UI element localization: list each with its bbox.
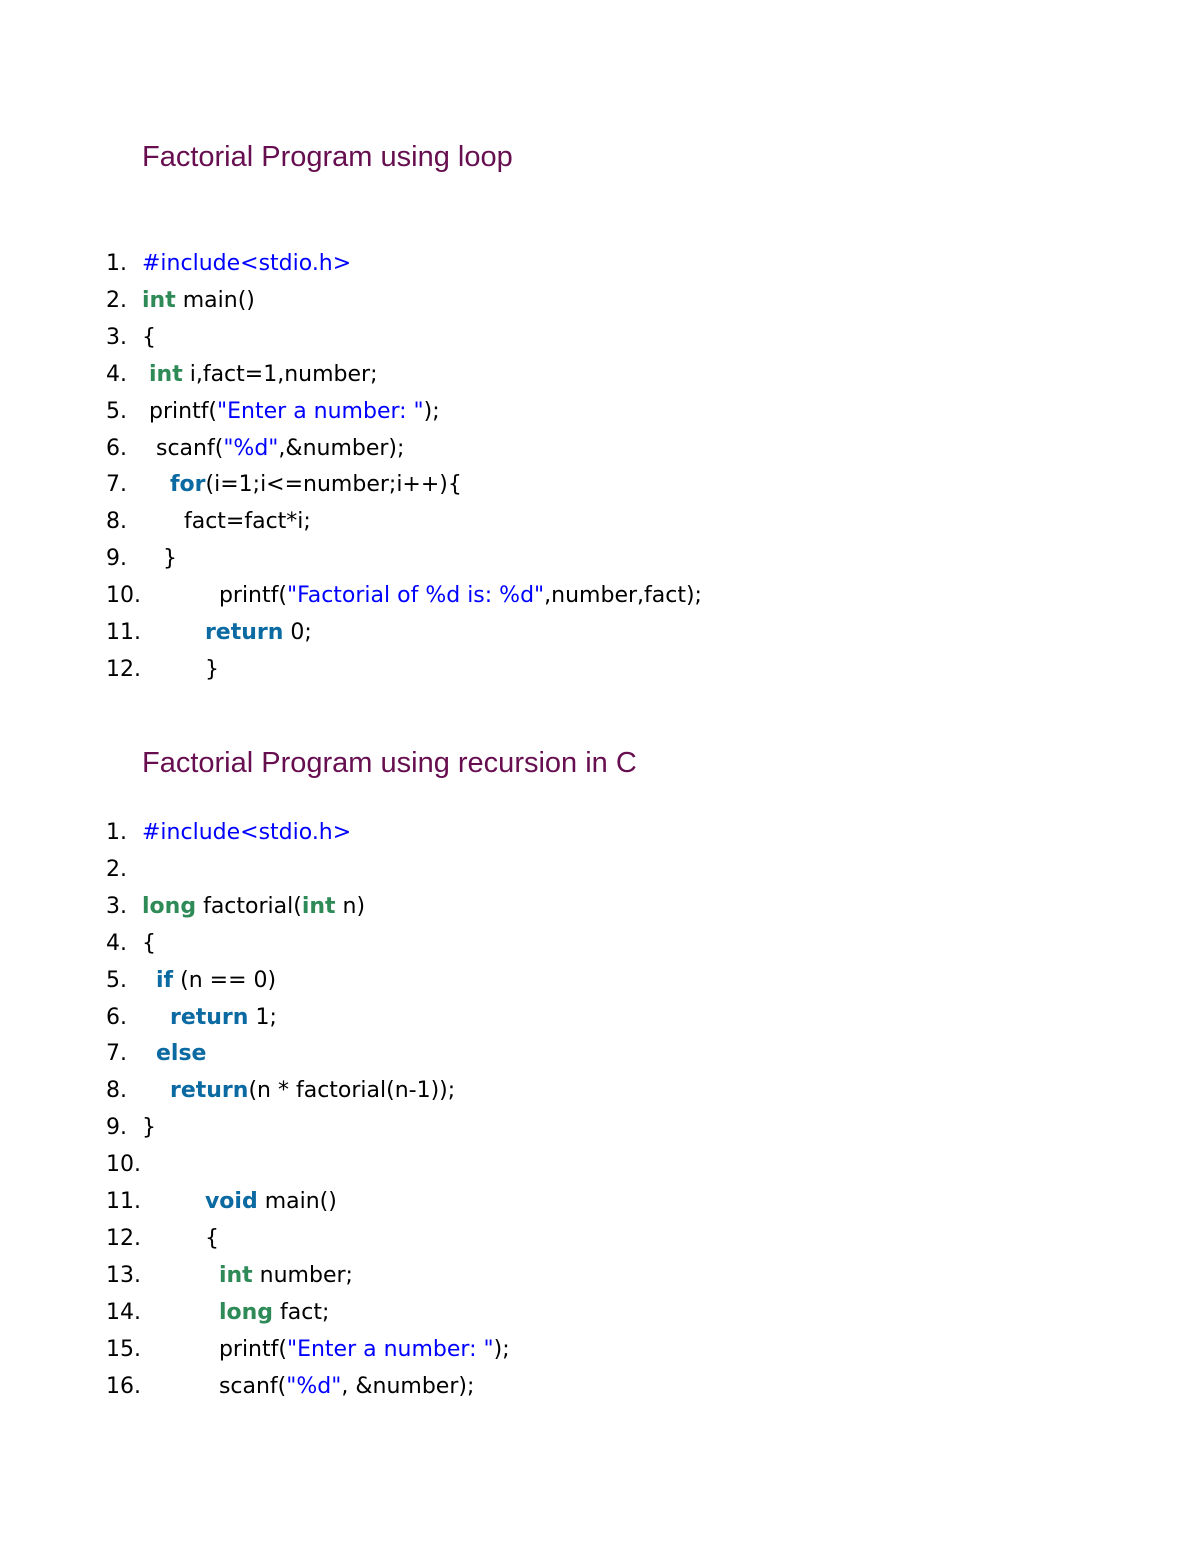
code-kw-ctrl: for [169, 472, 206, 498]
code-indent [142, 1005, 170, 1030]
code-pre: #include<stdio.h> [142, 820, 352, 845]
code-line [106, 504, 311, 540]
code-indent [142, 1078, 170, 1103]
line-number: 6. [106, 435, 127, 461]
code-pre: #include<stdio.h> [142, 251, 352, 276]
line-number: 2. [106, 287, 127, 313]
code-text: (n == 0) [173, 967, 277, 993]
code-line [106, 320, 156, 356]
line-number: 1. [106, 820, 127, 845]
code-indent [142, 399, 149, 424]
code-text: { [204, 1225, 219, 1251]
code-kw-type: int [149, 361, 183, 387]
line-number: 3. [106, 324, 127, 350]
code-indent [142, 472, 170, 497]
line-number: 9. [106, 1115, 127, 1141]
code-text: number; [252, 1262, 353, 1288]
code-str: "Enter a number: " [286, 1336, 494, 1362]
code-text: (n * factorial(n-1)); [248, 1078, 456, 1104]
line-number: 2. [106, 856, 127, 882]
code-line [106, 357, 377, 393]
line-number: 7. [106, 472, 127, 498]
code-line [106, 1258, 353, 1294]
code-line [106, 815, 351, 851]
code-str: "%d" [223, 435, 279, 461]
line-number: 16. [106, 1373, 141, 1399]
code-text: (i=1;i<=number;i++){ [205, 472, 462, 498]
code-kw-type: int [142, 287, 176, 313]
line-number: 8. [106, 1078, 127, 1104]
code-str: "Factorial of %d is: %d" [286, 583, 545, 609]
line-number: 4. [106, 930, 127, 956]
code-line [106, 283, 255, 319]
line-number: 11. [106, 1189, 141, 1214]
code-line [106, 1369, 474, 1405]
code-line [106, 467, 462, 503]
code-indent [142, 1300, 219, 1325]
code-text: 1; [248, 1004, 277, 1030]
line-number: 9. [106, 546, 127, 572]
line-number: 1. [106, 251, 127, 276]
code-line [106, 1036, 206, 1072]
code-line [106, 1221, 219, 1257]
line-number: 11. [106, 620, 141, 645]
code-kw-ctrl: void [204, 1189, 258, 1214]
code-text: ,number,fact); [544, 583, 702, 609]
code-text: } [162, 546, 177, 572]
line-number: 12. [106, 1225, 141, 1251]
code-line [106, 1184, 337, 1220]
code-line [106, 1073, 455, 1109]
code-indent [142, 1226, 205, 1251]
line-number: 3. [106, 893, 127, 919]
code-line [106, 963, 276, 999]
code-text: scanf( [156, 435, 224, 461]
code-text: printf( [218, 583, 287, 609]
code-line [106, 652, 219, 688]
code-line [106, 541, 177, 577]
line-number: 5. [106, 398, 127, 424]
code-indent [142, 546, 163, 571]
code-line [106, 615, 312, 651]
code-line [106, 578, 702, 614]
line-number: 15. [106, 1336, 141, 1362]
line-number: 13. [106, 1262, 141, 1288]
code-kw-ctrl: else [156, 1041, 207, 1067]
code-kw-ctrl: return [204, 620, 284, 645]
code-kw-type: int [218, 1262, 253, 1288]
code-text: , &number); [341, 1373, 475, 1399]
line-number: 12. [106, 656, 141, 682]
code-line [106, 1110, 156, 1146]
code-indent [142, 1041, 156, 1066]
section-heading-recursion: Factorial Program using recursion in C [142, 747, 637, 779]
code-indent [142, 436, 156, 461]
code-kw-type: int [301, 893, 336, 919]
code-text: { [142, 324, 156, 350]
code-indent [142, 968, 156, 993]
code-line [106, 852, 142, 888]
code-text: scanf( [218, 1373, 287, 1399]
line-number: 8. [106, 509, 127, 535]
code-text: printf( [218, 1336, 287, 1362]
code-line [106, 1147, 142, 1183]
code-text: main() [175, 287, 255, 313]
line-number: 14. [106, 1299, 141, 1325]
code-line [106, 889, 365, 925]
code-line [106, 246, 351, 282]
code-text: { [142, 930, 156, 956]
section-heading-loop: Factorial Program using loop [142, 141, 513, 173]
line-number: 10. [106, 583, 141, 609]
code-text: n) [335, 893, 366, 919]
code-kw-ctrl: if [156, 967, 174, 993]
code-kw-type: long [218, 1299, 274, 1325]
code-text: ); [493, 1336, 510, 1362]
code-text: } [204, 656, 219, 682]
code-line [106, 1332, 510, 1368]
code-text: main() [257, 1189, 337, 1214]
code-indent [142, 583, 219, 608]
code-line [106, 926, 156, 962]
code-indent [142, 509, 184, 534]
code-line [106, 1000, 277, 1036]
code-indent [142, 1263, 219, 1288]
code-line [106, 1295, 329, 1331]
line-number: 10. [106, 1152, 141, 1178]
code-indent [142, 657, 205, 682]
line-number: 6. [106, 1004, 127, 1030]
code-text: fact; [273, 1299, 330, 1325]
code-text: printf( [149, 398, 218, 424]
code-text: } [142, 1115, 156, 1141]
code-indent [142, 1189, 205, 1214]
code-indent [142, 362, 149, 387]
code-text: ); [423, 398, 440, 424]
line-number: 7. [106, 1041, 127, 1067]
code-text: ,&number); [278, 435, 405, 461]
code-kw-ctrl: return [169, 1004, 249, 1030]
code-kw-type: long [142, 893, 197, 919]
code-kw-ctrl: return [169, 1078, 249, 1104]
code-indent [142, 1337, 219, 1362]
code-str: "Enter a number: " [217, 398, 424, 424]
code-str: "%d" [286, 1373, 342, 1399]
code-text: 0; [283, 620, 312, 645]
line-number: 5. [106, 967, 127, 993]
code-line [106, 394, 440, 430]
code-text: i,fact=1,number; [182, 361, 378, 387]
line-number: 4. [106, 361, 127, 387]
code-line [106, 431, 404, 467]
code-indent [142, 1374, 219, 1399]
code-text: factorial( [196, 893, 302, 919]
code-indent [142, 620, 205, 645]
code-text: fact=fact*i; [183, 509, 311, 535]
